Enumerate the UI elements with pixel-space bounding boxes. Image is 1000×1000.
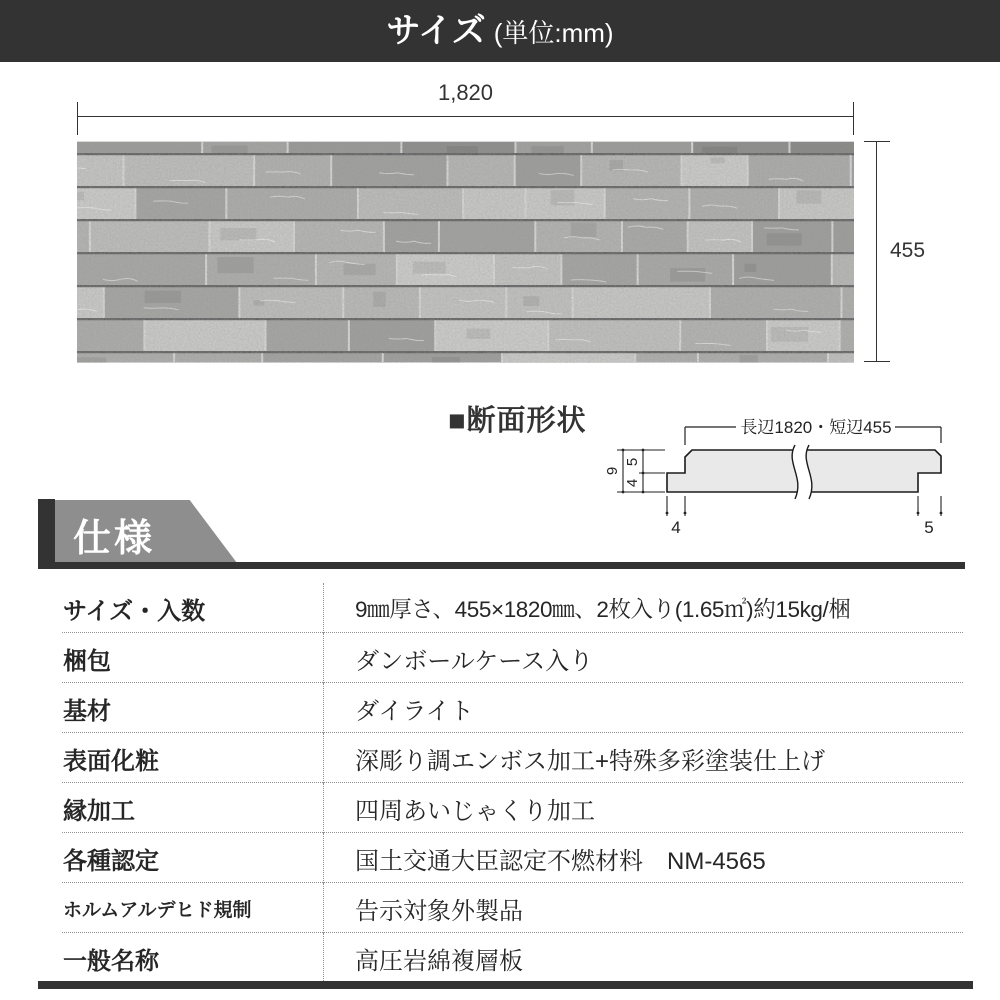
spec-label: 一般名称	[63, 947, 159, 975]
size-header-bar	[0, 0, 1000, 62]
spec-value: 9㎜厚さ、455×1820㎜、2枚入り(1.65㎡)約15kg/梱	[323, 583, 965, 633]
spec-value: 告示対象外製品	[323, 883, 965, 933]
lap-left-label: 4	[671, 518, 681, 537]
spec-row	[40, 883, 965, 933]
spec-row	[40, 783, 965, 833]
stone-bricks	[77, 142, 854, 363]
panel-width-label: 1,820	[437, 80, 494, 105]
spec-label: 縁加工	[63, 797, 135, 825]
bottom-rule-bar	[38, 981, 973, 989]
panel-height-tick-top	[864, 141, 890, 142]
spec-banner-title: 仕様	[73, 518, 156, 560]
spec-row	[40, 733, 965, 783]
cross-section-drawing	[595, 415, 965, 540]
spec-banner-underline	[38, 562, 965, 569]
cross-section-heading: ■断面形状	[448, 405, 587, 437]
spec-value: 高圧岩綿複層板	[323, 933, 965, 983]
spec-value: 四周あいじゃくり加工	[323, 783, 965, 833]
thickness-bottom-label: 4	[624, 478, 641, 488]
spec-banner-accent-bar	[38, 499, 55, 568]
spec-row	[40, 833, 965, 883]
spec-value: ダンボールケース入り	[323, 633, 965, 683]
panel-height-tick-bottom	[864, 361, 890, 362]
thickness-total-label: 9	[604, 466, 621, 476]
spec-value: ダイライト	[323, 683, 965, 733]
spec-label: 各種認定	[63, 847, 159, 875]
panel-width-tick-right	[853, 102, 854, 135]
spec-value: 国土交通大臣認定不燃材料 NM-4565	[323, 833, 965, 883]
panel-width-tick-left	[77, 102, 78, 135]
spec-row	[40, 633, 965, 683]
panel-height-label: 455	[890, 239, 926, 262]
spec-label: ホルムアルデヒド規制	[63, 899, 252, 921]
spec-label: 基材	[63, 697, 111, 725]
size-header-unit-note: (単位:mm)	[493, 18, 614, 48]
spec-label: 梱包	[63, 647, 111, 675]
spec-value: 深彫り調エンボス加工+特殊多彩塗装仕上げ	[323, 733, 965, 783]
spec-row	[40, 583, 965, 633]
spec-table	[40, 583, 965, 983]
spec-label: サイズ・入数	[63, 597, 206, 625]
stone-panel	[77, 141, 854, 363]
spec-row	[40, 933, 965, 983]
panel-height-dimension-line	[876, 141, 877, 362]
lap-right-label: 5	[924, 518, 934, 537]
panel-width-dimension-line	[77, 116, 854, 117]
thickness-top-label: 5	[624, 457, 641, 467]
size-header-title: サイズ	[386, 12, 486, 50]
lap-dimension-dots	[666, 512, 943, 515]
cross-top-dimension-label: 長辺1820・短辺455	[740, 418, 892, 437]
spec-row	[40, 683, 965, 733]
spec-label: 表面化粧	[63, 747, 159, 775]
